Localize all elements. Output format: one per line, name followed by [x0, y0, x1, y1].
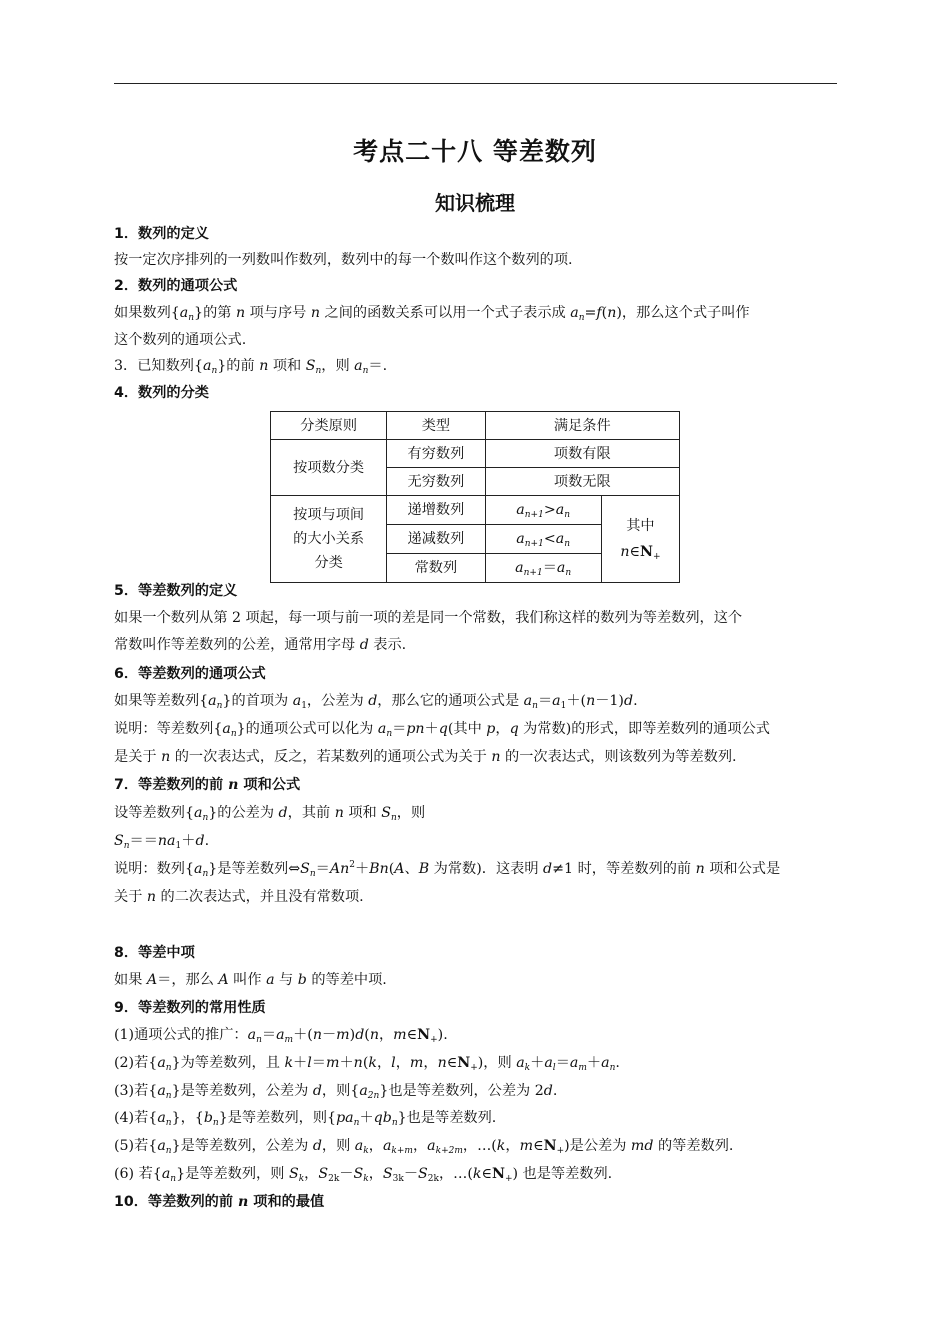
header-cell: 类型 — [387, 412, 485, 440]
s7-note2: 关于 n 的二次表达式，并且没有常数项. — [114, 889, 364, 905]
classification-table — [270, 411, 680, 583]
s2-heading: 2．数列的通项公式 — [114, 278, 238, 294]
s9-p1: (1)通项公式的推广：$a_n=a_m+(n-m)d(n$，$m\in N_+$). — [114, 1027, 448, 1045]
top-rule — [114, 83, 837, 84]
s1-text: 按一定次序排列的一列数叫作数列，数列中的每一个数叫作这个数列的项. — [114, 252, 573, 268]
s9-p5: (5)若$\{a_n\}$是等差数列，公差为 d，则 $a_k$，$a_{k+m}$，$a_{k+2m}$，…(k，$m\in N_+$)是公差为 md 的等差数列. — [114, 1138, 734, 1156]
table-cell-formula: $a_{n+1}=a_n$ — [485, 554, 601, 583]
table-cell-note: 其中 $n\in N_+$ — [601, 496, 679, 583]
table-cell: 递增数列 — [387, 496, 485, 525]
table-cell: 项数有限 — [485, 440, 679, 468]
table-cell: 常数列 — [387, 554, 485, 583]
table-cell: 无穷数列 — [387, 468, 485, 496]
s5-line1: 如果一个数列从第 2 项起，每一项与前一项的差是同一个常数，我们称这样的数列为等差数列，这个 — [114, 610, 743, 626]
table-cell: 有穷数列 — [387, 440, 485, 468]
s7-heading: 7．等差数列的前 n 项和公式 — [114, 777, 301, 793]
s6-note1: 说明：等差数列$\{a_n\}$的通项公式可以化为 $a_n=pn+q$(其中 p，q 为常数)的形式，即等差数列的通项公式 — [114, 721, 770, 739]
table-cell-monotonic: 按项与项间 的大小关系 分类 — [271, 496, 387, 583]
s8-heading: 8．等差中项 — [114, 945, 195, 961]
s9-heading: 9．等差数列的常用性质 — [114, 1000, 266, 1016]
header-cell: 满足条件 — [485, 412, 679, 440]
table-cell-formula: $a_{n+1}>a_n$ — [485, 496, 601, 525]
s6-heading: 6．等差数列的通项公式 — [114, 666, 266, 682]
table-cell: 按项数分类 — [271, 440, 387, 496]
s5-line2: 常数叫作等差数列的公差，通常用字母 d 表示. — [114, 637, 407, 653]
s2-line1: 如果数列$\{a_n\}$的第 n 项与序号 n 之间的函数关系可以用一个式子表示成 $a_n=f(n)$，那么这个式子叫作 — [114, 305, 750, 323]
s9-p6: (6) 若$\{a_n\}$是等差数列，则 $S_k$，$S_{2k}-S_k$，$S_{3k}-S_{2k}$，$\dots(k\in N_+)$ 也是等差数列. — [114, 1166, 613, 1184]
header-cell: 分类原则 — [271, 412, 387, 440]
page-title: 考点二十八 等差数列 — [353, 137, 597, 166]
s9-p2: (2)若$\{a_n\}$为等差数列，且 k＋l＝m＋n(k，l，m，$n\in N_+$)，则 $a_k+a_l=a_m+a_n$. — [114, 1055, 620, 1073]
s7-note1: 说明：数列$\{a_n\}$是等差数列$\Leftrightarrow S_n=An^2+Bn(A$、B 为常数)．这表明 d≠1 时，等差数列的前 n 项和公式是 — [114, 860, 781, 879]
s4-heading: 4．数列的分类 — [114, 385, 209, 401]
table-cell: 项数无限 — [485, 468, 679, 496]
s9-p3: (3)若$\{a_n\}$是等差数列，公差为 d，则$\{a_{2n}\}$也是等差数列，公差为 2d. — [114, 1083, 558, 1101]
s7-line1: 设等差数列$\{a_n\}$的公差为 d，其前 n 项和 $S_n$，则 — [114, 805, 426, 823]
s3-line: 3．已知数列$\{a_n\}$的前 n 项和 $S_n$，则 $a_n=$. — [114, 358, 388, 376]
table-cell-formula: $a_{n+1}<a_n$ — [485, 525, 601, 554]
s6-line1: 如果等差数列$\{a_n\}$的首项为 $a_1$，公差为 d，那么它的通项公式是 $a_n=a_1+(n-1)d$. — [114, 693, 638, 711]
s9-p4: (4)若$\{a_n\}$，$\{b_n\}$是等差数列，则$\{pa_n+qb_n\}$也是等差数列. — [114, 1110, 497, 1128]
s2-line2: 这个数列的通项公式. — [114, 332, 247, 348]
table-row — [271, 496, 680, 525]
table-cell: 递减数列 — [387, 525, 485, 554]
s6-note2: 是关于 n 的一次表达式，反之，若某数列的通项公式为关于 n 的一次表达式，则该数列为等差数列. — [114, 749, 737, 765]
table-row — [271, 440, 680, 468]
section-subtitle: 知识梳理 — [435, 191, 515, 215]
s1-heading: 1．数列的定义 — [114, 226, 209, 242]
s5-heading: 5．等差数列的定义 — [114, 583, 238, 599]
s10-heading: 10．等差数列的前 n 项和的最值 — [114, 1194, 325, 1210]
s8-line: 如果 A＝，那么 A 叫作 a 与 b 的等差中项. — [114, 972, 387, 988]
table-row — [271, 412, 680, 440]
s7-formula: $S_n==na_1+d$. — [114, 833, 210, 851]
